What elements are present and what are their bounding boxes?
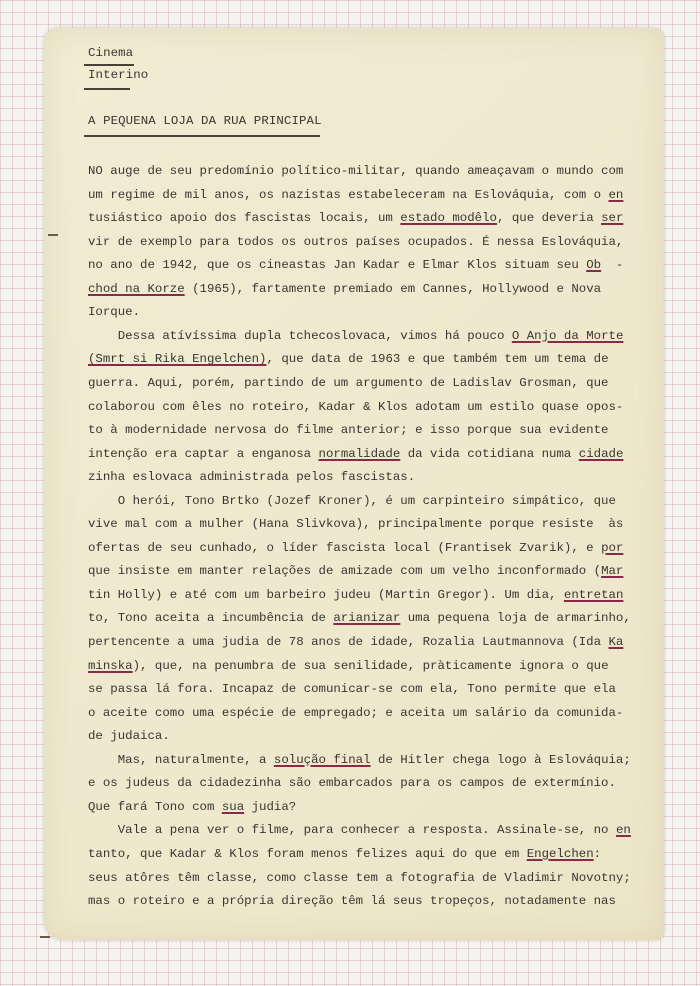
- text-line: [88, 541, 623, 555]
- text-run: vir de exemplo para todos os outros países ocupados. É nessa Eslováquia,: [88, 234, 624, 249]
- text-line: [88, 800, 296, 814]
- underlined-text: Mar: [601, 564, 624, 579]
- text-run: intenção era captar a enganosa: [88, 446, 319, 461]
- text-run: zinha eslovaca administrada pelos fascistas.: [88, 470, 416, 485]
- text-line: [88, 871, 631, 885]
- underlined-text: (Smrt si Rika Engelchen): [88, 352, 267, 367]
- text-line: [88, 282, 601, 296]
- underlined-text: sua: [221, 799, 245, 814]
- text-line: [88, 729, 170, 743]
- text-run: pertencente a uma judia de 78 anos de idade, Rozalia Lautmannova (Ida: [88, 635, 609, 649]
- text-line: [88, 659, 609, 673]
- text-run: (1965), fartamente premiado em Cannes, Hollywood e Nova: [184, 281, 602, 296]
- text-run: Dessa atívíssima dupla tchecoslovaca, vimos há pouco: [88, 328, 512, 343]
- text-line: [88, 517, 623, 531]
- text-run: o aceite como uma espécie de empregado; e aceita um salário da comunida-: [88, 705, 624, 720]
- text-run: mas o roteiro e a própria direção têm lá seus tropeços, notadamente nas: [88, 894, 616, 909]
- text-line: [88, 258, 623, 272]
- text-line: [88, 894, 616, 908]
- text-line: [88, 635, 623, 649]
- underlined-text: en: [615, 823, 631, 838]
- text-run: que insiste em manter relações de amizade com um velho inconformado (: [88, 564, 602, 579]
- section-label: Cinema: [88, 46, 134, 60]
- text-run: tusiástico apoio dos fascistas locais, um: [88, 211, 401, 226]
- underlined-text: normalidade: [318, 446, 401, 461]
- text-run: , que deveria: [496, 211, 602, 226]
- text-run: um regime de mil anos, os nazistas estabeleceram na Eslováquia, com o: [88, 187, 609, 202]
- text-run: seus atôres têm classe, como classe tem a fotografia de Vladimir Novotny;: [88, 870, 631, 885]
- margin-mark: [48, 234, 58, 236]
- text-line: [88, 164, 623, 178]
- title-underline: [84, 135, 320, 137]
- text-line: [88, 423, 609, 437]
- underlined-text: estado modêlo: [400, 211, 497, 226]
- text-run: ), que, na penumbra de sua senilidade, pràticamente ignora o que: [132, 658, 609, 673]
- text-line: [88, 776, 616, 790]
- underlined-text: Ka: [608, 635, 624, 649]
- underlined-text: por: [601, 540, 624, 555]
- text-line: [88, 611, 631, 625]
- text-run: , que data de 1963 e que também tem um tema de: [266, 352, 609, 367]
- underlined-text: cidade: [578, 446, 624, 461]
- text-run: Iorque.: [88, 305, 141, 320]
- text-run: no ano de 1942, que os cineastas Jan Kadar e Elmar Klos situam seu: [88, 258, 587, 273]
- underlined-text: chod na Korze: [88, 281, 185, 296]
- text-run: -: [601, 258, 624, 273]
- text-run: NO auge de seu predomínio político-militar, quando ameaçavam o mundo com: [88, 164, 624, 178]
- text-run: Que fará Tono com: [88, 799, 222, 814]
- text-run: e os judeus da cidadezinha são embarcados para os campos de extermínio.: [88, 776, 616, 791]
- text-run: to, Tono aceita a incumbência de: [88, 611, 334, 626]
- text-line: [88, 706, 623, 720]
- text-run: to à modernidade nervosa do filme anterior; e isso porque sua evidente: [88, 423, 609, 438]
- text-line: [88, 400, 623, 414]
- text-run: O herói, Tono Brtko (Jozef Kroner), é um carpinteiro simpático, que: [88, 493, 616, 508]
- underlined-text: arianizar: [333, 611, 401, 626]
- text-line: [88, 847, 601, 861]
- text-line: [88, 376, 609, 390]
- text-run: :: [593, 846, 602, 861]
- text-run: vive mal com a mulher (Hana Slivkova), principalmente porque resiste às: [88, 517, 624, 532]
- text-line: [88, 447, 623, 461]
- text-run: guerra. Aqui, porém, partindo de um argumento de Ladislav Grosman, que: [88, 375, 609, 390]
- text-run: Vale a pena ver o filme, para conhecer a resposta. Assinale-se, no: [88, 823, 616, 838]
- text-line: [88, 564, 623, 578]
- text-run: da vida cotidiana numa: [400, 446, 579, 461]
- text-run: tin Holly) e até com um barbeiro judeu (Martin Gregor). Um dia,: [88, 587, 564, 602]
- text-line: [88, 211, 623, 225]
- underlined-text: ser: [601, 211, 624, 226]
- text-line: [88, 494, 616, 508]
- subsection-underline: [84, 88, 130, 90]
- text-line: [88, 470, 415, 484]
- text-run: de Hitler chega logo à Eslováquia;: [370, 752, 631, 767]
- page-title: A PEQUENA LOJA DA RUA PRINCIPAL: [88, 114, 322, 128]
- text-run: de judaica.: [88, 729, 170, 744]
- text-line: [88, 753, 631, 767]
- text-line: [88, 188, 623, 202]
- text-run: tanto, que Kadar & Klos foram menos felizes aqui do que em: [88, 846, 527, 861]
- underlined-text: Ob: [586, 258, 602, 273]
- text-run: colaborou com êles no roteiro, Kadar & Klos adotam um estilo quase opos-: [88, 399, 624, 414]
- underlined-text: minska: [88, 658, 133, 673]
- underlined-text: en: [608, 187, 624, 202]
- text-line: [88, 823, 631, 837]
- text-line: [88, 588, 623, 602]
- text-line: [88, 352, 609, 366]
- text-line: [88, 682, 616, 696]
- text-run: se passa lá fora. Incapaz de comunicar-se com ela, Tono permite que ela: [88, 682, 616, 697]
- text-line: [88, 305, 140, 319]
- underlined-text: Engelchen: [526, 846, 594, 861]
- text-run: Mas, naturalmente, a: [88, 752, 274, 767]
- underlined-text: solução final: [273, 752, 371, 767]
- text-line: [88, 329, 623, 343]
- margin-mark: [40, 936, 50, 938]
- section-underline: [84, 64, 134, 66]
- text-run: uma pequena loja de armarinho,: [400, 611, 631, 626]
- underlined-text: O Anjo da Morte: [511, 328, 624, 343]
- text-run: ofertas de seu cunhado, o líder fascista local (Frantisek Zvarik), e: [88, 540, 602, 555]
- subsection-label: Interino: [88, 68, 149, 82]
- underlined-text: entretan: [563, 587, 624, 602]
- text-line: [88, 235, 623, 249]
- text-run: judia?: [244, 799, 297, 814]
